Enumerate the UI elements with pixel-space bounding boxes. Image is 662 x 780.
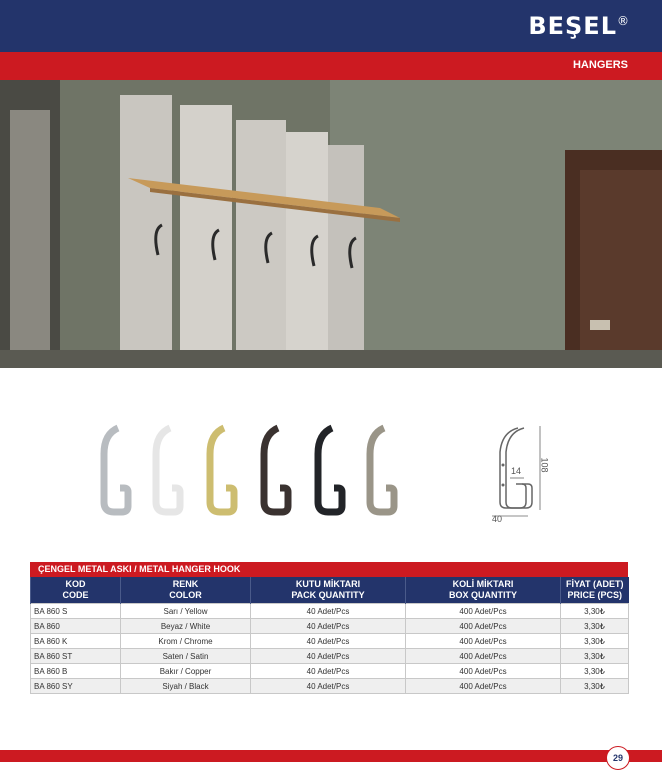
hook-black-icon [318,428,342,512]
dim-width-label: 40 [492,514,503,524]
dim-height-label: 108 [539,457,550,473]
dim-inner-label: 14 [511,466,522,476]
section-title: HANGERS [572,59,628,71]
brand-logo: BEŞEL® [528,12,630,40]
header-color: RENK COLOR [121,577,251,604]
table-row: BA 860 K Krom / Chrome 40 Adet/Pcs 400 Adet/Pcs 3,30₺ [31,634,629,649]
table-title: ÇENGEL METAL ASKI / METAL HANGER HOOK [30,562,628,577]
header-pack: KUTU MİKTARI PACK QUANTITY [251,577,406,604]
page-number: 29 [606,746,630,770]
table-row: BA 860 S Sarı / Yellow 40 Adet/Pcs 400 Adet/Pcs 3,30₺ [31,604,629,619]
footer-bar [0,750,662,762]
hook-satin-icon [370,428,394,512]
header-code: KOD CODE [31,577,121,604]
table-row: BA 860 B Bakır / Copper 40 Adet/Pcs 400 Adet/Pcs 3,30₺ [31,664,629,679]
hook-copper-icon [264,428,288,512]
header-box: KOLİ MİKTARI BOX QUANTITY [406,577,561,604]
table-row: BA 860 SY Siyah / Black 40 Adet/Pcs 400 Adet/Pcs 3,30₺ [31,679,629,694]
footer-space [0,762,662,780]
section-bar [0,52,662,80]
hook-white-icon [156,428,180,512]
hook-chrome-icon [104,428,128,512]
price-table [30,562,628,694]
hook-yellow-icon [210,428,234,512]
product-variants [0,420,662,530]
table-row: BA 860 ST Saten / Satin 40 Adet/Pcs 400 Adet/Pcs 3,30₺ [31,649,629,664]
header-band [0,0,662,52]
table-row: BA 860 Beyaz / White 40 Adet/Pcs 400 Adet/Pcs 3,30₺ [31,619,629,634]
header-price: FİYAT (ADET) PRICE (PCS) [561,577,629,604]
product-photo [0,80,662,368]
